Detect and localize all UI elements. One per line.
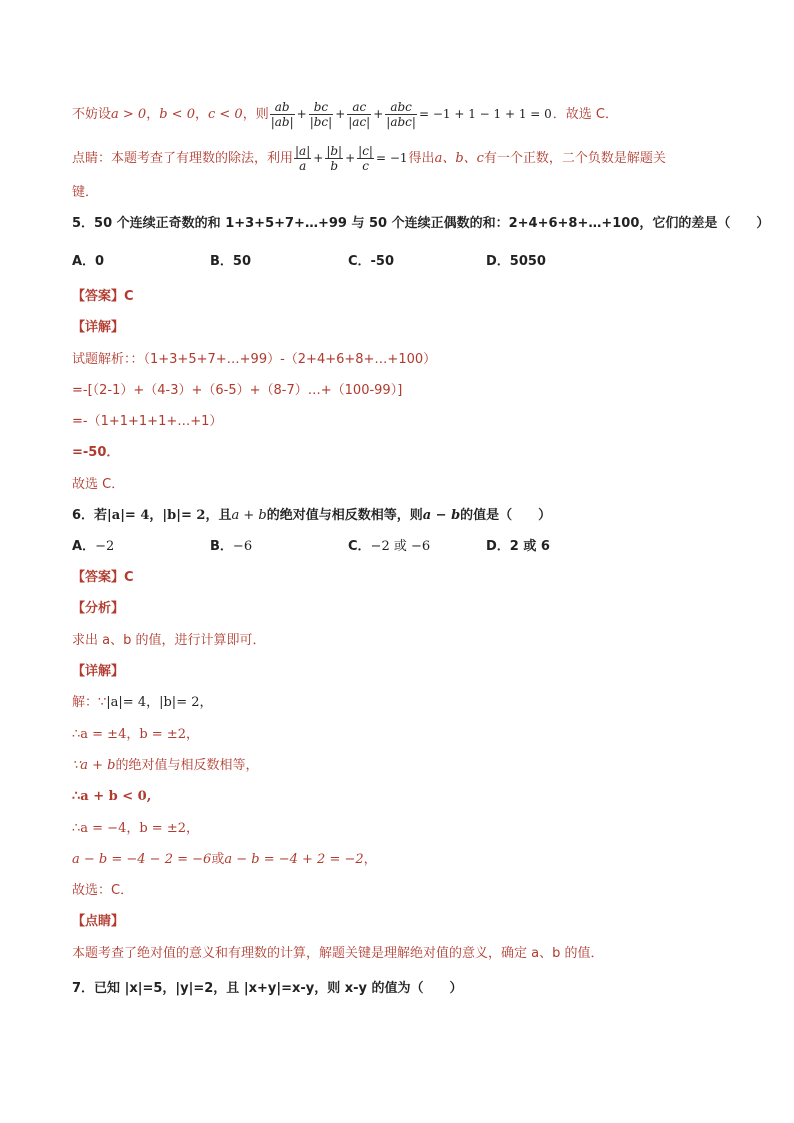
q6-solution-5: ∴a = −4，b = ±2， <box>72 821 199 836</box>
q6-solution-6: a − b = −4 − 2 = −6或a − b = −4 + 2 = −2， <box>72 852 377 867</box>
q5-step-1: 试题解析：：（1+3+5+7+…+99）-（2+4+6+8+…+100） <box>72 352 437 367</box>
q6-option-d: D．2 或 6 <box>486 539 550 554</box>
fraction: $\frac{bc}{|bc|}$ <box>309 100 333 129</box>
q5-option-b: B．50 <box>210 254 251 269</box>
answer-value: C <box>124 289 134 304</box>
q6-options <box>72 538 732 556</box>
q6-solution-7: 故选：C． <box>72 883 134 898</box>
question-6: 6．若|a|= 4，|b|= 2，且a + b的绝对值与相反数相等，则a − b的值是（ ） <box>72 508 552 523</box>
fraction: $\frac{ac}{|ac|}$ <box>348 100 371 129</box>
dianjing-prev-line2: 键． <box>72 185 99 200</box>
q6-option-c: C．−2 或 −6 <box>348 539 431 554</box>
q5-step-2: =-[（2-1）+（4-3）+（6-5）+（8-7）…+（100-99）] <box>72 383 403 398</box>
q6-solution-3: ∵a + b的绝对值与相反数相等， <box>72 758 259 773</box>
fraction: $\frac{\text{abc}}{\text{|abc|}}$ <box>386 100 416 129</box>
q5-detail-label: 【详解】 <box>72 320 125 335</box>
condition-a: a > 0 <box>111 107 147 122</box>
q6-solution-2: ∴a = ±4，b = ±2， <box>72 727 199 742</box>
fraction: $\frac{|a|}{a}$ <box>295 144 311 173</box>
q6-solution-1: 解：∵|a|= 4，|b|= 2， <box>72 695 213 710</box>
q5-option-a: A．0 <box>72 254 105 269</box>
answer-label: 【答案】 <box>72 570 125 585</box>
result-expression: = −1 + 1 − 1 + 1 = 0 <box>418 107 552 121</box>
q5-step-5: 故选 C． <box>72 477 125 492</box>
text: 不妨设 <box>72 107 112 122</box>
q5-options <box>72 253 732 271</box>
fraction: $\frac{|c|}{c}$ <box>358 144 373 173</box>
q6-analysis-label: 【分析】 <box>72 601 125 616</box>
prev-explanation: 不妨设a > 0，b < 0，c < 0，则 $\frac{ab}{|ab|}$ + $\frac{bc}{|bc|}$ + $\frac{ac}{|ac|}$ + $\frac{\text{abc}}{\text{|abc|}}$ = −1 + 1 − 1 + 1 = 0．故选 C． <box>72 100 619 129</box>
q6-option-a: A．−2 <box>72 539 115 554</box>
q6-analysis-text: 求出 a、b 的值，进行计算即可． <box>72 633 266 648</box>
q5-option-d: D．5050 <box>486 254 546 269</box>
q6-answer <box>72 569 134 587</box>
q6-dianjing-label: 【点睛】 <box>72 914 125 929</box>
fraction: $\frac{|b|}{b}$ <box>326 144 343 173</box>
text: ．故选 C． <box>552 107 619 122</box>
dianjing-prev-line1: 点睛：本题考查了有理数的除法，利用 $\frac{|a|}{a}$ + $\frac{|b|}{b}$ + $\frac{|c|}{c}$ = −1得出a、b、c有一个正数，二个负数是解题关 <box>72 144 666 173</box>
q6-detail-label: 【详解】 <box>72 664 125 679</box>
condition-c: c < 0 <box>207 107 243 122</box>
q5-step-3: =-（1+1+1+1+…+1） <box>72 414 223 429</box>
question-5: 5．50 个连续正奇数的和 1+3+5+7+…+99 与 50 个连续正偶数的和：2+4+6+8+…+100，它们的差是（ ） <box>72 216 770 231</box>
q5-step-4: =-50． <box>72 445 120 460</box>
fraction: $\frac{ab}{|ab|}$ <box>270 100 294 129</box>
q6-solution-4: ∴a + b < 0, <box>72 789 152 804</box>
q6-option-b: B．−6 <box>210 539 253 554</box>
q5-option-c: C．-50 <box>348 254 395 269</box>
answer-value: C <box>124 570 134 585</box>
condition-b: b < 0 <box>159 107 195 122</box>
text: ，则 <box>242 107 269 122</box>
q6-dianjing-text: 本题考查了绝对值的意义和有理数的计算，解题关键是理解绝对值的意义，确定 a、b 的值． <box>72 946 604 961</box>
q5-answer <box>72 288 134 306</box>
answer-label: 【答案】 <box>72 289 125 304</box>
question-7: 7．已知 |x|=5，|y|=2，且 |x+y|=x-y，则 x-y 的值为（ ） <box>72 981 463 996</box>
